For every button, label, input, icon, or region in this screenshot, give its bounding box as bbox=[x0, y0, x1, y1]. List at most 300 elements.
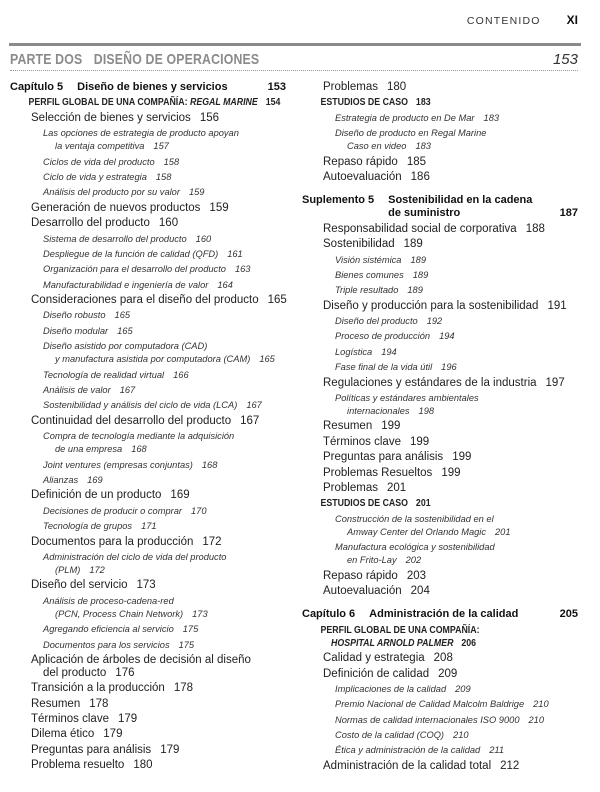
entry-text-line bbox=[323, 420, 578, 433]
toc-entry[interactable] bbox=[302, 284, 578, 299]
toc-entry[interactable] bbox=[10, 713, 286, 728]
entry-text: Bienes comunes bbox=[335, 269, 404, 280]
entry-text: Diseño y producción para la sostenibilidad bbox=[323, 299, 539, 312]
entry-text: Problema resuelto bbox=[31, 759, 125, 772]
toc-entry[interactable] bbox=[10, 156, 286, 171]
entry-text-line bbox=[323, 652, 578, 665]
part-page: 153 bbox=[552, 50, 578, 68]
entry-page: 173 bbox=[192, 608, 208, 619]
entry-text: Tecnología de realidad virtual bbox=[43, 369, 165, 380]
entry-text: Autoevaluación bbox=[323, 170, 402, 183]
entry-text: del producto bbox=[43, 666, 107, 679]
entry-text-line bbox=[320, 624, 544, 637]
entry-text: Definición de un producto bbox=[31, 489, 162, 502]
entry-page: 179 bbox=[117, 713, 138, 726]
toc-entry[interactable] bbox=[10, 399, 286, 414]
toc-entry[interactable] bbox=[302, 624, 545, 652]
chapter-page: 205 bbox=[559, 608, 578, 621]
entry-text-line bbox=[335, 315, 578, 328]
entry-page: 192 bbox=[426, 316, 443, 327]
entry-page: 210 bbox=[528, 714, 545, 725]
entry-text: Calidad y estrategia bbox=[323, 652, 425, 665]
chapter-page: 153 bbox=[267, 81, 286, 93]
entry-text-line bbox=[323, 171, 578, 184]
toc-entry[interactable] bbox=[10, 309, 286, 324]
toc-entry[interactable] bbox=[302, 361, 578, 376]
entry-text-line bbox=[335, 140, 578, 153]
entry-text: Repaso rápido bbox=[323, 155, 398, 168]
entry-text: Logística bbox=[335, 346, 373, 357]
entry-page: 183 bbox=[415, 141, 431, 152]
entry-text-line bbox=[43, 520, 286, 533]
entry-text: Compra de tecnología mediante la adquisición bbox=[43, 431, 235, 442]
entry-text-line bbox=[31, 217, 286, 230]
entry-text-line bbox=[43, 564, 286, 577]
toc-entry[interactable] bbox=[302, 585, 578, 600]
entry-text-line bbox=[43, 459, 286, 472]
entry-page: 166 bbox=[173, 369, 189, 380]
entry-page: 196 bbox=[441, 362, 457, 373]
entry-text: ESTUDIOS DE CASO bbox=[320, 498, 409, 510]
toc-entry[interactable] bbox=[10, 728, 286, 743]
toc-entry[interactable] bbox=[10, 430, 286, 458]
entry-page: 180 bbox=[386, 81, 407, 93]
entry-text: Sistema de desarrollo del producto bbox=[43, 233, 187, 244]
chapter-title-line: Administración de la calidad bbox=[369, 608, 519, 621]
chapter-label: Suplemento 5 bbox=[302, 194, 375, 207]
toc-entry[interactable] bbox=[302, 392, 578, 420]
entry-page: 172 bbox=[89, 564, 105, 575]
entry-text-line bbox=[323, 451, 578, 464]
entry-text: Resumen bbox=[323, 420, 373, 433]
toc-entry[interactable] bbox=[10, 489, 286, 504]
entry-page: 189 bbox=[410, 254, 426, 265]
entry-text-line bbox=[31, 744, 286, 757]
entry-text-line bbox=[31, 579, 286, 592]
entry-text-line bbox=[43, 279, 286, 292]
chapter-label: Capítulo 5 bbox=[10, 81, 64, 93]
entry-text-line bbox=[43, 340, 286, 353]
toc-entry[interactable] bbox=[302, 729, 578, 744]
toc-entry[interactable] bbox=[10, 759, 286, 774]
entry-text-line bbox=[43, 430, 286, 443]
company-name: REGAL MARINE bbox=[189, 97, 258, 109]
entry-page: 185 bbox=[406, 155, 426, 168]
entry-text: Consideraciones para el diseño del producto bbox=[31, 294, 259, 307]
entry-page: 183 bbox=[415, 97, 431, 109]
toc-entry[interactable] bbox=[302, 254, 578, 269]
entry-text-line bbox=[43, 263, 286, 276]
toc-entry[interactable] bbox=[10, 325, 286, 340]
toc-entry[interactable] bbox=[302, 127, 578, 155]
entry-text-line bbox=[43, 248, 286, 261]
toc-entry[interactable] bbox=[302, 377, 578, 392]
entry-page: 186 bbox=[410, 170, 430, 183]
entry-text: Regulaciones y estándares de la industria bbox=[323, 376, 537, 389]
entry-text-line bbox=[43, 551, 286, 564]
entry-text-line bbox=[43, 156, 286, 169]
entry-text-line bbox=[323, 585, 578, 598]
entry-text-line bbox=[323, 300, 578, 313]
toc-entry[interactable] bbox=[302, 238, 578, 253]
toc-entry[interactable] bbox=[10, 744, 286, 759]
toc-entry[interactable] bbox=[302, 269, 578, 284]
chapter-title-line: Diseño de bienes y servicios bbox=[77, 81, 228, 93]
toc-entry[interactable] bbox=[10, 369, 286, 384]
toc-entry[interactable] bbox=[10, 186, 286, 201]
entry-text: Continuidad del desarrollo del producto bbox=[31, 414, 232, 427]
chapter-heading[interactable] bbox=[302, 194, 578, 222]
toc-right-column bbox=[302, 81, 578, 775]
entry-text: Análisis de valor bbox=[43, 385, 111, 396]
entry-text: Términos clave bbox=[323, 435, 401, 448]
entry-page: 175 bbox=[178, 639, 195, 650]
entry-page: 160 bbox=[158, 217, 179, 230]
entry-text-line bbox=[335, 254, 578, 267]
entry-text-line bbox=[335, 361, 578, 374]
entry-text: Amway Center del Orlando Magic bbox=[347, 526, 486, 537]
entry-text: y manufactura asistida por computadora (CAM) bbox=[55, 354, 251, 365]
entry-text-line bbox=[335, 405, 578, 418]
chapter-title-line: de suministro bbox=[388, 207, 461, 220]
entry-text: internacionales bbox=[347, 406, 410, 417]
entry-text: Diseño de producto en Regal Marine bbox=[335, 128, 487, 139]
toc-entry[interactable] bbox=[302, 467, 578, 482]
entry-page: 158 bbox=[163, 156, 180, 167]
entry-page: 164 bbox=[217, 279, 233, 290]
toc-entry[interactable] bbox=[302, 513, 578, 541]
toc-entry[interactable] bbox=[302, 171, 578, 186]
entry-text-line bbox=[31, 728, 286, 741]
toc-entry[interactable] bbox=[10, 579, 286, 594]
toc-entry[interactable] bbox=[10, 279, 286, 294]
header-rule bbox=[9, 43, 581, 46]
toc-entry[interactable] bbox=[302, 223, 578, 238]
entry-text-line bbox=[31, 294, 286, 307]
entry-text-line bbox=[335, 284, 578, 297]
toc-entry[interactable] bbox=[10, 639, 286, 654]
toc-entry[interactable] bbox=[10, 415, 286, 430]
entry-text: (PLM) bbox=[55, 564, 81, 575]
entry-page: 159 bbox=[188, 187, 205, 198]
entry-text: Costo de la calidad (COQ) bbox=[335, 730, 445, 741]
entry-page: 197 bbox=[545, 376, 565, 389]
entry-text-line bbox=[43, 325, 286, 338]
entry-page: 188 bbox=[525, 222, 545, 235]
entry-page: 158 bbox=[155, 171, 172, 182]
entry-text: (PCN, Process Chain Network) bbox=[55, 608, 184, 619]
toc-entry[interactable] bbox=[302, 112, 578, 127]
entry-page: 171 bbox=[141, 521, 157, 532]
toc-entry[interactable] bbox=[10, 171, 286, 186]
entry-text: Ciclo de vida y estrategia bbox=[43, 171, 147, 182]
entry-text: Agregando eficiencia al servicio bbox=[43, 624, 174, 635]
spacer bbox=[302, 186, 578, 194]
entry-text-line bbox=[43, 171, 286, 184]
entry-text-line bbox=[31, 713, 286, 726]
entry-page: 178 bbox=[89, 697, 109, 710]
entry-page: 157 bbox=[153, 141, 169, 152]
entry-text: Diseño robusto bbox=[43, 310, 106, 321]
entry-text-line bbox=[320, 96, 544, 109]
entry-page: 167 bbox=[119, 385, 136, 396]
entry-text: Manufacturabilidad e ingeniería de valor bbox=[43, 279, 209, 290]
entry-text-line bbox=[323, 467, 578, 480]
entry-text: ESTUDIOS DE CASO bbox=[320, 97, 409, 109]
entry-text: Documentos para los servicios bbox=[43, 639, 170, 650]
entry-text: Resumen bbox=[31, 697, 81, 710]
entry-text: Las opciones de estrategia de producto apoyan bbox=[43, 128, 239, 139]
entry-text-line bbox=[335, 269, 578, 282]
toc-entry[interactable] bbox=[10, 595, 286, 623]
toc-entry[interactable] bbox=[10, 294, 286, 309]
toc-entry[interactable] bbox=[10, 217, 286, 232]
entry-page: 211 bbox=[489, 745, 505, 756]
toc-entry[interactable] bbox=[10, 474, 286, 489]
entry-text-line bbox=[335, 526, 578, 539]
entry-page: 167 bbox=[240, 414, 260, 427]
entry-page: 172 bbox=[202, 535, 222, 548]
entry-text-line bbox=[43, 233, 286, 246]
entry-page: 161 bbox=[227, 248, 243, 259]
entry-text-line bbox=[335, 112, 578, 125]
chapter-title-line: Sostenibilidad en la cadena bbox=[388, 194, 533, 207]
spacer bbox=[302, 600, 578, 608]
toc-entry[interactable] bbox=[302, 330, 578, 345]
entry-page: 209 bbox=[438, 667, 458, 680]
entry-text-line bbox=[335, 541, 578, 554]
toc-entry[interactable] bbox=[10, 202, 286, 217]
entry-text-line bbox=[43, 399, 286, 412]
entry-text: Administración del ciclo de vida del producto bbox=[43, 551, 227, 562]
entry-page: 199 bbox=[381, 420, 401, 433]
part-title: DISEÑO DE OPERACIONES bbox=[93, 50, 260, 68]
toc-entry[interactable] bbox=[302, 683, 578, 698]
entry-text: Proceso de producción bbox=[335, 331, 431, 342]
entry-page: 178 bbox=[173, 682, 193, 695]
chapter-title bbox=[77, 81, 267, 94]
entry-text: Dilema ético bbox=[31, 728, 95, 741]
chapter-title bbox=[369, 608, 559, 621]
toc-entry[interactable] bbox=[302, 346, 578, 361]
toc-entry[interactable] bbox=[302, 482, 578, 497]
toc-entry[interactable] bbox=[10, 96, 281, 111]
entry-text-line bbox=[320, 637, 544, 650]
toc-entry[interactable] bbox=[10, 698, 286, 713]
entry-page: 156 bbox=[199, 111, 219, 124]
toc-left-column bbox=[10, 81, 286, 775]
entry-text: Preguntas para análisis bbox=[31, 743, 152, 756]
toc-entry[interactable] bbox=[302, 714, 578, 729]
toc-entry[interactable] bbox=[302, 156, 578, 171]
entry-text-line bbox=[335, 698, 578, 711]
toc-entry[interactable] bbox=[302, 668, 578, 683]
toc-entry[interactable] bbox=[10, 623, 286, 638]
entry-text-line bbox=[335, 683, 578, 696]
entry-page: 194 bbox=[381, 346, 397, 357]
entry-text-line bbox=[43, 369, 286, 382]
entry-text-line bbox=[335, 330, 578, 343]
entry-text-line bbox=[43, 384, 286, 397]
toc-entry[interactable] bbox=[302, 420, 578, 435]
entry-text: PERFIL GLOBAL DE UNA COMPAÑÍA: bbox=[320, 624, 480, 636]
entry-text-line bbox=[43, 127, 286, 140]
entry-text: Selección de bienes y servicios bbox=[31, 111, 191, 124]
entry-text: Sostenibilidad bbox=[323, 238, 395, 251]
entry-text: Premio Nacional de Calidad Malcolm Baldrige bbox=[335, 699, 525, 710]
chapter-heading[interactable] bbox=[302, 608, 578, 623]
entry-page: 173 bbox=[136, 579, 156, 592]
entry-text: Autoevaluación bbox=[323, 584, 402, 597]
page-number: XI bbox=[566, 13, 578, 27]
entry-text-line bbox=[31, 667, 286, 680]
entry-text: Preguntas para análisis bbox=[323, 451, 444, 464]
entry-text-line bbox=[323, 570, 578, 583]
toc-entry[interactable] bbox=[10, 682, 286, 697]
entry-text-line bbox=[43, 186, 286, 199]
toc-entry[interactable] bbox=[10, 520, 286, 535]
toc-entry[interactable] bbox=[302, 451, 578, 466]
toc-entry[interactable] bbox=[302, 570, 578, 585]
entry-text: Ciclos de vida del producto bbox=[43, 156, 155, 167]
entry-text: Problemas bbox=[323, 481, 378, 494]
entry-page: 183 bbox=[483, 112, 500, 123]
entry-text-line bbox=[31, 682, 286, 695]
toc-entry[interactable] bbox=[10, 654, 286, 682]
entry-page: 194 bbox=[439, 331, 455, 342]
entry-text-line bbox=[323, 482, 578, 495]
entry-page: 206 bbox=[461, 637, 477, 649]
entry-text: Manufactura ecológica y sostenibilidad bbox=[335, 542, 495, 553]
entry-text-line bbox=[323, 377, 578, 390]
toc-entry[interactable] bbox=[302, 744, 578, 759]
entry-text-line bbox=[43, 353, 286, 366]
toc-entry[interactable] bbox=[10, 340, 286, 368]
entry-text-line bbox=[28, 96, 281, 109]
entry-text: de una empresa bbox=[55, 444, 123, 455]
toc-entry[interactable] bbox=[10, 505, 286, 520]
toc-entry[interactable] bbox=[302, 300, 578, 315]
chapter-page: 187 bbox=[559, 207, 578, 220]
entry-page: 169 bbox=[87, 474, 103, 485]
entry-text: la ventaja competitiva bbox=[55, 141, 145, 152]
toc-entry[interactable] bbox=[10, 127, 286, 155]
entry-page: 191 bbox=[547, 299, 567, 312]
part-label: PARTE DOS bbox=[10, 50, 83, 68]
entry-page: 208 bbox=[433, 652, 453, 665]
toc-entry[interactable] bbox=[302, 698, 578, 713]
entry-text: Decisiones de producir o comprar bbox=[43, 505, 182, 516]
entry-page: 203 bbox=[406, 569, 426, 582]
toc-entry[interactable] bbox=[10, 248, 286, 263]
entry-text: Implicaciones de la calidad bbox=[335, 683, 447, 694]
entry-page: 159 bbox=[209, 201, 229, 214]
toc-entry[interactable] bbox=[302, 497, 545, 512]
toc-entry[interactable] bbox=[302, 81, 578, 96]
entry-text-line bbox=[43, 608, 286, 621]
toc-entry[interactable] bbox=[302, 652, 578, 667]
entry-text-line bbox=[43, 505, 286, 518]
section-title: CONTENIDO bbox=[466, 15, 541, 27]
entry-text-line bbox=[335, 729, 578, 742]
part-heading bbox=[10, 50, 578, 71]
entry-text: Diseño del servicio bbox=[31, 579, 128, 592]
entry-text: Ética y administración de la calidad bbox=[335, 745, 481, 756]
entry-text: Sostenibilidad y análisis del ciclo de vida (LCA) bbox=[43, 400, 238, 411]
entry-text-line bbox=[323, 223, 578, 236]
entry-text-line bbox=[31, 489, 286, 502]
toc-entry[interactable] bbox=[10, 551, 286, 579]
entry-page: 170 bbox=[191, 505, 207, 516]
entry-text: Análisis del producto por su valor bbox=[43, 187, 180, 198]
toc-entry[interactable] bbox=[10, 233, 286, 248]
company-name: HOSPITAL ARNOLD PALMER bbox=[331, 637, 454, 649]
entry-text: Fase final de la vida útil bbox=[335, 362, 433, 373]
entry-page: 165 bbox=[267, 294, 287, 307]
toc-entry[interactable] bbox=[302, 436, 578, 451]
entry-text-line bbox=[31, 536, 286, 549]
entry-text-line bbox=[43, 443, 286, 456]
toc-entry[interactable] bbox=[302, 315, 578, 330]
entry-text: Problemas bbox=[323, 81, 378, 93]
entry-text-line bbox=[31, 202, 286, 215]
entry-page: 179 bbox=[160, 743, 180, 756]
toc-entry[interactable] bbox=[10, 112, 286, 127]
entry-text-line bbox=[31, 759, 286, 772]
entry-page: 209 bbox=[455, 683, 471, 694]
entry-page: 212 bbox=[500, 759, 520, 772]
chapter-title bbox=[388, 194, 560, 220]
entry-page: 168 bbox=[201, 459, 218, 470]
entry-page: 179 bbox=[103, 728, 123, 741]
toc-entry[interactable] bbox=[10, 263, 286, 278]
entry-text: Estrategia de producto en De Mar bbox=[335, 112, 475, 123]
entry-text: Joint ventures (empresas conjuntas) bbox=[43, 459, 193, 470]
entry-page: 189 bbox=[403, 238, 423, 251]
toc-entry[interactable] bbox=[10, 536, 286, 551]
entry-page: 199 bbox=[452, 451, 472, 464]
entry-text-line bbox=[43, 309, 286, 322]
entry-page: 201 bbox=[495, 526, 511, 537]
entry-text-line bbox=[43, 595, 286, 608]
entry-page: 176 bbox=[115, 666, 135, 679]
toc-entry[interactable] bbox=[10, 384, 286, 399]
entry-text-line bbox=[335, 392, 578, 405]
entry-text: Aplicación de árboles de decisión al diseño bbox=[31, 653, 251, 666]
entry-page: 175 bbox=[182, 624, 199, 635]
entry-text: Responsabilidad social de corporativa bbox=[323, 222, 517, 235]
entry-text: Normas de calidad internacionales ISO 9000 bbox=[335, 714, 520, 725]
entry-page: 165 bbox=[117, 325, 133, 336]
chapter-heading[interactable] bbox=[10, 81, 286, 96]
entry-text-line bbox=[43, 623, 286, 636]
toc-entry[interactable] bbox=[10, 459, 286, 474]
entry-page: 189 bbox=[407, 285, 423, 296]
entry-text-line bbox=[31, 654, 286, 667]
toc-entry[interactable] bbox=[302, 96, 545, 111]
entry-page: 168 bbox=[131, 444, 147, 455]
entry-text-line bbox=[323, 668, 578, 681]
entry-text-line bbox=[323, 238, 578, 251]
toc-entry[interactable] bbox=[302, 541, 578, 569]
entry-page: 169 bbox=[170, 489, 190, 502]
entry-text: Organización para el desarrollo del producto bbox=[43, 264, 226, 275]
toc-entry[interactable] bbox=[302, 760, 578, 775]
entry-text: Generación de nuevos productos bbox=[31, 201, 201, 214]
entry-page: 180 bbox=[133, 759, 153, 772]
entry-text-line bbox=[323, 81, 578, 94]
entry-text-line bbox=[335, 554, 578, 567]
